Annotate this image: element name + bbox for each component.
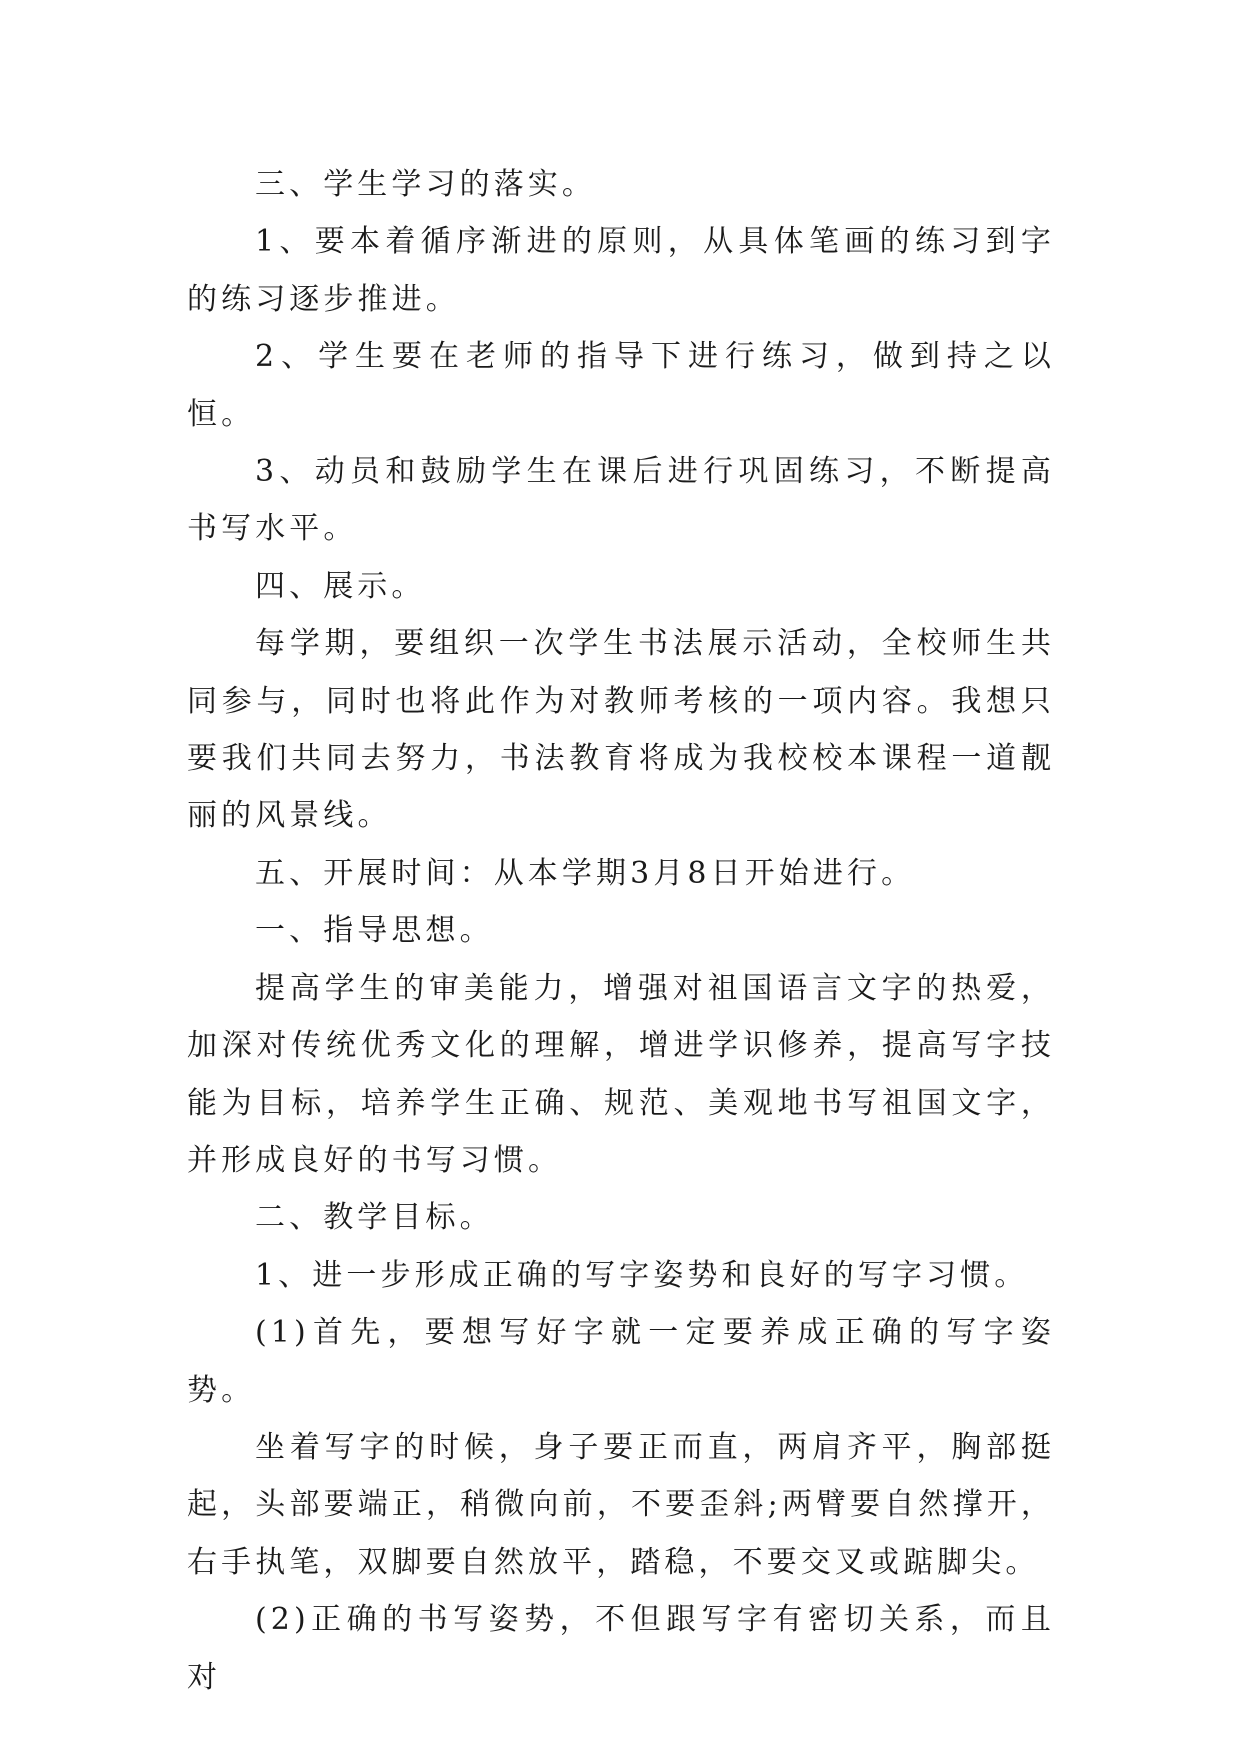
body-paragraph-ideology: 提高学生的审美能力，增强对祖国语言文字的热爱，加深对传统优秀文化的理解，增进学识修养，提高写字技能为目标，培养学生正确、规范、美观地书写祖国文字，并形成良好的书写习惯。: [187, 970, 1055, 1178]
section-heading-guiding-ideology: 一、指导思想。: [255, 913, 494, 949]
body-paragraph-display: 每学期，要组织一次学生书法展示活动，全校师生共同参与，同时也将此作为对教师考核的一项内容。我想只要我们共同去努力，书法教育将成为我校校本课程一道靓丽的风景线。: [187, 626, 1055, 834]
list-item-2: 2、学生要在老师的指导下进行练习，做到持之以恒。: [187, 339, 1055, 432]
section-heading-implementation: 三、学生学习的落实。: [255, 167, 596, 202]
section-heading-schedule: 五、开展时间：从本学期3月8日开始进行。: [255, 855, 916, 891]
section-heading-teaching-goals: 二、教学目标。: [255, 1200, 494, 1236]
list-item-3: 3、动员和鼓励学生在课后进行巩固练习，不断提高书写水平。: [187, 454, 1055, 547]
sub-item-1: (1)首先，要想写好字就一定要养成正确的写字姿势。: [187, 1315, 1055, 1408]
section-heading-display: 四、展示。: [255, 568, 426, 604]
sub-item-2: (2)正确的书写姿势，不但跟写字有密切关系，而且对: [187, 1602, 1055, 1695]
list-item-1: 1、要本着循序渐进的原则，从具体笔画的练习到字的练习逐步推进。: [187, 224, 1055, 317]
document-page: [187, 156, 1055, 1706]
body-paragraph-posture: 坐着写字的时候，身子要正而直，两肩齐平，胸部挺起，头部要端正，稍微向前，不要歪斜;两臂要自然撑开，右手执笔，双脚要自然放平，踏稳，不要交叉或踮脚尖。: [187, 1429, 1055, 1580]
goal-item-1: 1、进一步形成正确的写字姿势和良好的写字习惯。: [255, 1257, 1029, 1293]
